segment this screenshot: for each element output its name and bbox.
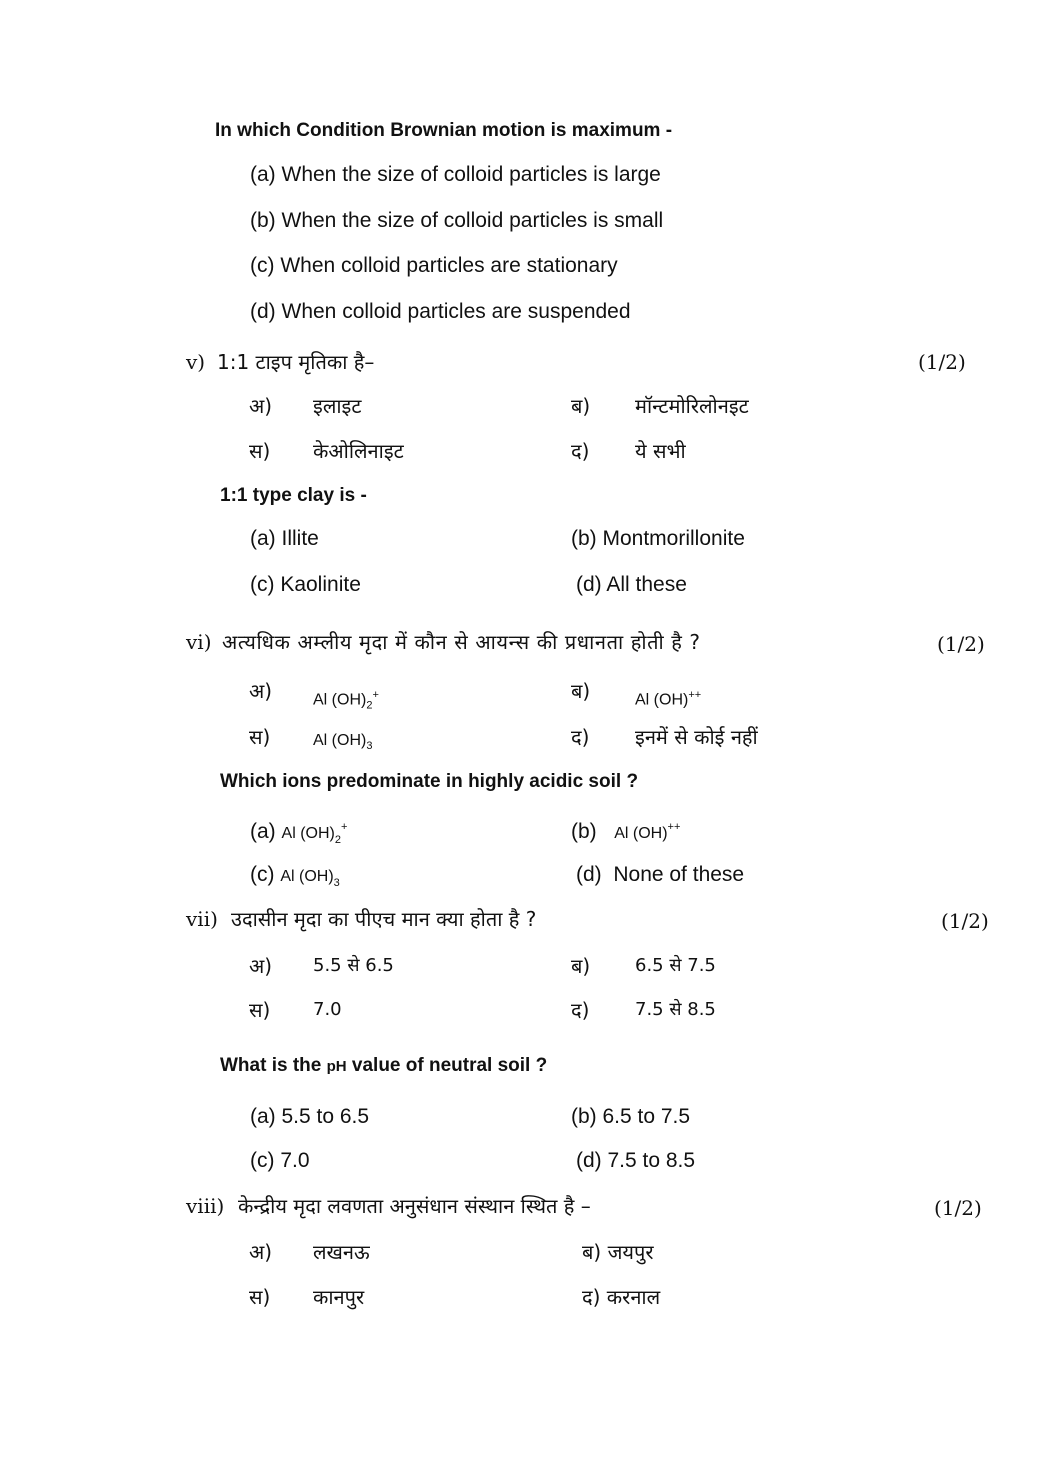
option-a-hindi: लखनऊ <box>313 1240 370 1264</box>
question-text: 1:1 type clay is - <box>220 485 367 506</box>
option-b: (b) When the size of colloid particles is small <box>250 209 664 232</box>
option-b: (b) 6.5 to 7.5 <box>571 1105 691 1128</box>
option-c: (c) 7.0 <box>250 1149 310 1172</box>
option-a-formula: Al $(OH)_2^+$ <box>313 689 379 712</box>
marks: (1/2) <box>934 1196 982 1220</box>
option-label: स) <box>249 439 271 463</box>
question-number: vii) <box>186 907 218 931</box>
marks: (1/2) <box>941 909 989 933</box>
option-b-formula: Al (OH)++ <box>635 689 702 709</box>
option-d: (d) 7.5 to 8.5 <box>576 1149 696 1172</box>
option-label: अ) <box>249 394 273 418</box>
question-number: vi) <box>186 630 212 654</box>
option-label: अ) <box>249 679 273 703</box>
question-text: What is the pH value of neutral soil ? <box>220 1055 548 1076</box>
option-b-hindi: 6.5 से 7.5 <box>635 955 716 976</box>
option-c-hindi: केओलिनाइट <box>313 439 404 463</box>
question-text-hindi: उदासीन मृदा का पीएच मान क्या होता है ? <box>231 907 537 931</box>
option-d: (d) When colloid particles are suspended <box>250 300 631 323</box>
option-label: द) <box>571 725 590 749</box>
option-b: (b) Montmorillonite <box>571 527 745 550</box>
marks: (1/2) <box>937 632 985 656</box>
option-c-hindi: 7.0 <box>313 999 342 1020</box>
option-b-hindi: मॉन्टमोरिलोनइट <box>635 394 749 418</box>
question-text: Which ions predominate in highly acidic soil ? <box>220 771 639 792</box>
question-text-hindi: 1:1 टाइप मृतिका है– <box>217 350 375 374</box>
question-text-hindi: केन्द्रीय मृदा लवणता अनुसंधान संस्थान स्थित है – <box>238 1194 591 1218</box>
option-a: (a) Illite <box>250 527 319 550</box>
option-label: अ) <box>249 1240 273 1264</box>
option-c-formula: Al $(OH)_3$ <box>313 732 373 753</box>
option-d: (d) None of these <box>576 863 745 886</box>
option-label: द) <box>571 439 590 463</box>
option-a-hindi: इलाइट <box>313 394 362 418</box>
option-label: द) <box>571 998 590 1022</box>
option-label: स) <box>249 725 271 749</box>
question-text-hindi: अत्यधिक अम्लीय मृदा में कौन से आयन्स की प्रधानता होती है ? <box>222 630 701 654</box>
option-d: (d) All these <box>576 573 687 596</box>
option-c: (c) Al $(OH)_3$ <box>250 863 340 890</box>
option-a-hindi: 5.5 से 6.5 <box>313 955 394 976</box>
option-c-hindi: कानपुर <box>313 1285 365 1309</box>
option-label: स) <box>249 1285 271 1309</box>
option-c: (c) Kaolinite <box>250 573 361 596</box>
option-a: (a) When the size of colloid particles is large <box>250 163 661 186</box>
option-label: ब) <box>571 679 591 703</box>
question-number: viii) <box>186 1194 225 1218</box>
option-d-hindi: इनमें से कोई नहीं <box>635 725 758 749</box>
option-label: अ) <box>249 954 273 978</box>
marks: (1/2) <box>918 350 966 374</box>
option-label: ब) <box>571 954 591 978</box>
question-text: In which Condition Brownian motion is maximum - <box>215 120 673 141</box>
option-d-hindi: द) करनाल <box>582 1285 661 1309</box>
question-number: v) <box>186 350 206 374</box>
option-b: (b) Al (OH)++ <box>571 820 681 843</box>
option-a: (a) Al $(OH)_2^+$ <box>250 820 348 847</box>
option-b-hindi: ब) जयपुर <box>582 1240 654 1264</box>
option-d-hindi: ये सभी <box>635 439 686 463</box>
option-label: स) <box>249 998 271 1022</box>
option-d-hindi: 7.5 से 8.5 <box>635 999 716 1020</box>
option-c: (c) When colloid particles are stationary <box>250 254 618 277</box>
option-label: ब) <box>571 394 591 418</box>
option-a: (a) 5.5 to 6.5 <box>250 1105 370 1128</box>
